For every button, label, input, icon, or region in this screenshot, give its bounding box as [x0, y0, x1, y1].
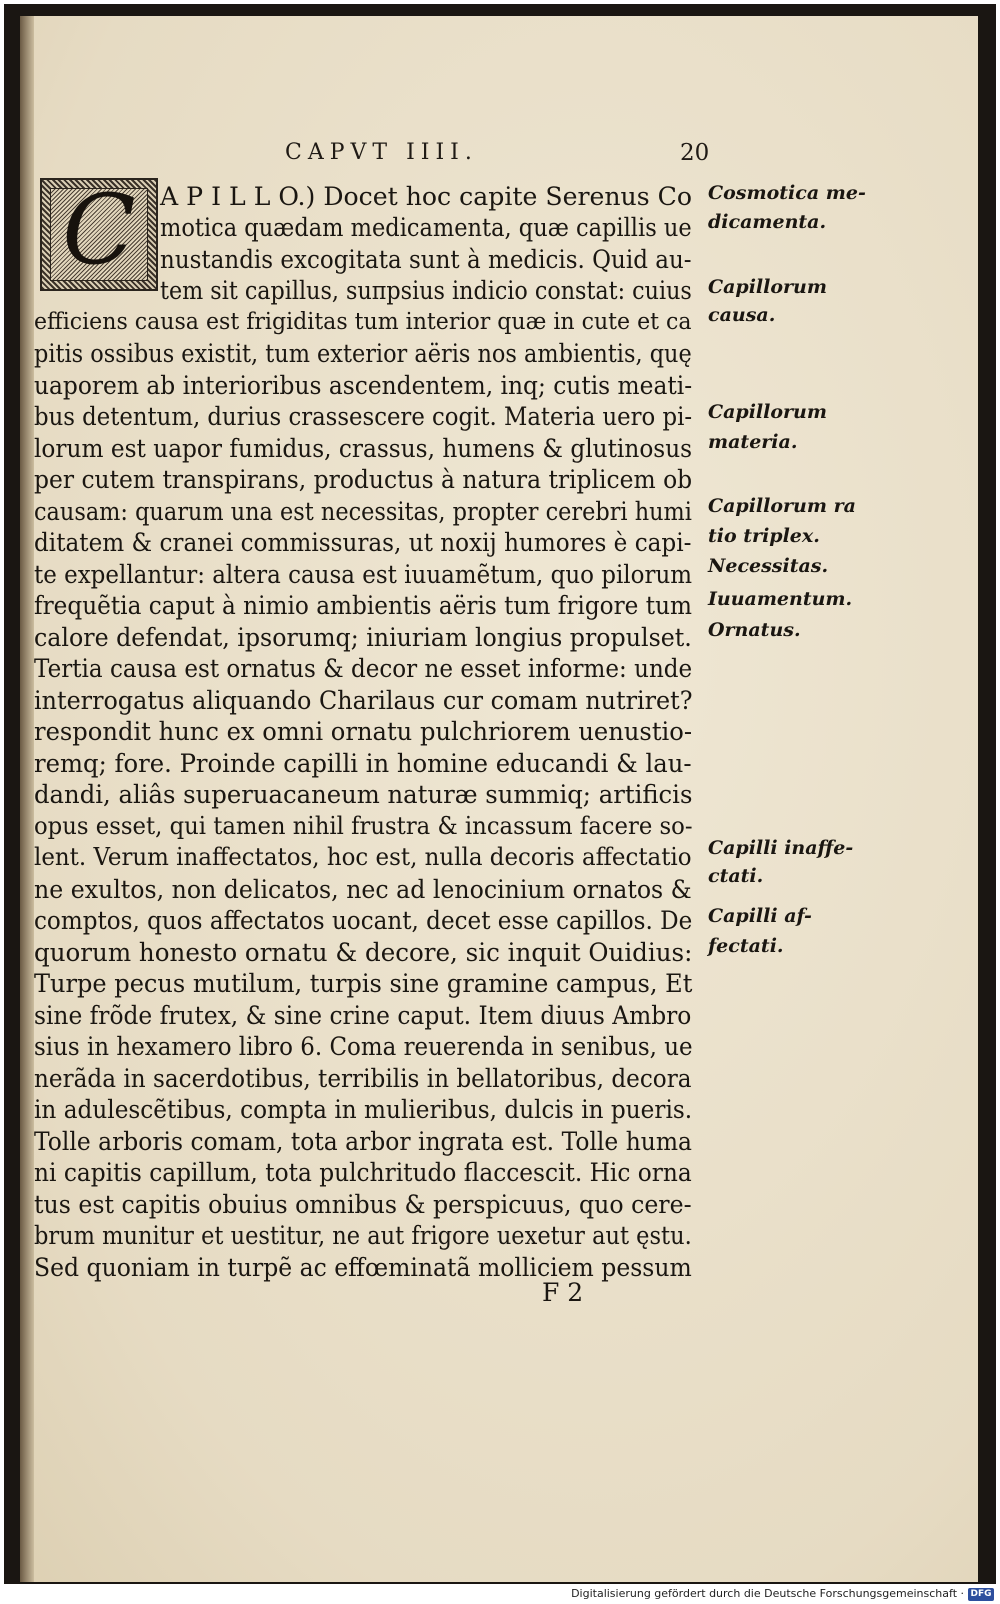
body-line: brum munitur et uestitur, ne aut frigore uexetur aut ęstu. — [34, 1221, 692, 1250]
marginal-note: Necessitas. — [708, 555, 829, 577]
body-line: frequẽtia caput à nimio ambientis aëris tum frigore tum — [34, 591, 692, 620]
body-line: lent. Verum inaffectatos, hoc est, nulla decoris affectatio — [34, 843, 692, 871]
body-line: A P I L L O.) Docet hoc capite Serenus Co — [160, 182, 693, 211]
body-line: respondit hunc ex omni ornatu pulchriorem uenustio- — [34, 717, 693, 746]
marginal-note: tio triplex. — [708, 525, 820, 547]
body-line: ni capitis capillum, tota pulchritudo flaccescit. Hic orna — [34, 1158, 692, 1187]
folio-number: 20 — [680, 140, 710, 166]
body-line: sine frõde frutex, & sine crine caput. Item diuus Ambro — [34, 1001, 692, 1030]
page-frame — [4, 4, 996, 1584]
body-line: opus esset, qui tamen nihil frustra & incassum facere so- — [34, 812, 693, 840]
body-line: tem sit capillus, suπpsius indicio constat: cuius — [160, 276, 692, 305]
body-line: nerãda in sacerdotibus, terribilis in bellatoribus, decora — [34, 1064, 692, 1093]
running-head — [20, 140, 978, 170]
marginal-note: Iuuamentum. — [708, 588, 853, 610]
body-line: te expellantur: altera causa est iuuamẽtum, quo pilorum — [34, 560, 693, 589]
marginal-note: causa. — [708, 304, 776, 326]
chapter-heading: CAPVT IIII. — [285, 140, 478, 165]
marginal-note: Capillorum ra — [708, 495, 856, 517]
body-line: ditatem & cranei commissuras, ut noxij humores è capi- — [34, 528, 692, 557]
marginal-note: ctati. — [708, 865, 764, 887]
marginal-note: Capillorum — [708, 401, 827, 423]
body-line: quorum honesto ornatu & decore, sic inquit Ouidius: — [34, 938, 693, 967]
body-line: interrogatus aliquando Charilaus cur comam nutriret? — [34, 686, 693, 715]
marginal-note: materia. — [708, 431, 798, 453]
digitization-footer — [0, 1586, 1000, 1604]
body-line: tus est capitis obuius omnibus & perspicuus, quo cere- — [34, 1190, 692, 1219]
body-line: Turpe pecus mutilum, turpis sine gramine campus, Et — [34, 969, 693, 998]
body-line: ne exultos, non delicatos, nec ad lenocinium ornatos & — [34, 875, 692, 904]
body-line: motica quædam medicamenta, quæ capillis ue — [160, 213, 692, 242]
body-line: calore defendat, ipsorumq; iniuriam longius propulset. — [34, 623, 692, 652]
initial-letter: C — [62, 174, 136, 286]
marginal-note: Capilli inaffe- — [708, 837, 854, 859]
body-line: nustandis excogitata sunt à medicis. Quid au- — [160, 245, 692, 274]
body-line: uaporem ab interioribus ascendentem, inq; cutis meati- — [34, 371, 693, 400]
body-line: Sed quoniam in turpẽ ac effœminatã molliciem pessum — [34, 1253, 692, 1282]
body-line: sius in hexamero libro 6. Coma reuerenda in senibus, ue — [34, 1032, 693, 1061]
body-line: per cutem transpirans, productus à natura triplicem ob — [34, 465, 693, 494]
marginal-note: Ornatus. — [708, 619, 801, 641]
body-line: in adulescẽtibus, compta in mulieribus, dulcis in pueris. — [34, 1095, 693, 1124]
page-spine-shadow — [20, 16, 34, 1582]
marginal-note: Capilli af- — [708, 905, 812, 927]
decorated-initial — [40, 174, 158, 291]
body-line: Tolle arboris comam, tota arbor ingrata est. Tolle huma — [34, 1127, 692, 1156]
body-line: bus detentum, durius crassescere cogit. Materia uero pi- — [34, 402, 693, 431]
book-page — [20, 16, 978, 1582]
dfg-logo-icon: DFG — [968, 1588, 994, 1601]
marginal-note: Capillorum — [708, 276, 827, 298]
body-line: lorum est uapor fumidus, crassus, humens & glutinosus — [34, 434, 693, 463]
body-line: remq; fore. Proinde capilli in homine educandi & lau- — [34, 749, 692, 778]
marginal-note: fectati. — [708, 935, 784, 957]
body-line: comptos, quos affectatos uocant, decet esse capillos. De — [34, 906, 693, 935]
footer-credit: Digitalisierung gefördert durch die Deutsche Forschungsgemeinschaft · — [571, 1587, 964, 1600]
body-line: Tertia causa est ornatus & decor ne esset informe: unde — [34, 654, 693, 683]
body-line: causam: quarum una est necessitas, propter cerebri humi — [34, 497, 692, 526]
signature-mark: F 2 — [542, 1278, 584, 1307]
marginal-note: dicamenta. — [708, 211, 827, 233]
body-line: efficiens causa est frigiditas tum interior quæ in cute et ca — [34, 309, 692, 335]
body-line: pitis ossibus existit, tum exterior aëris nos ambientis, quę — [34, 339, 692, 368]
body-line: dandi, aliâs superuacaneum naturæ summiq; artificis — [34, 780, 693, 809]
marginal-note: Cosmotica me- — [708, 182, 866, 204]
